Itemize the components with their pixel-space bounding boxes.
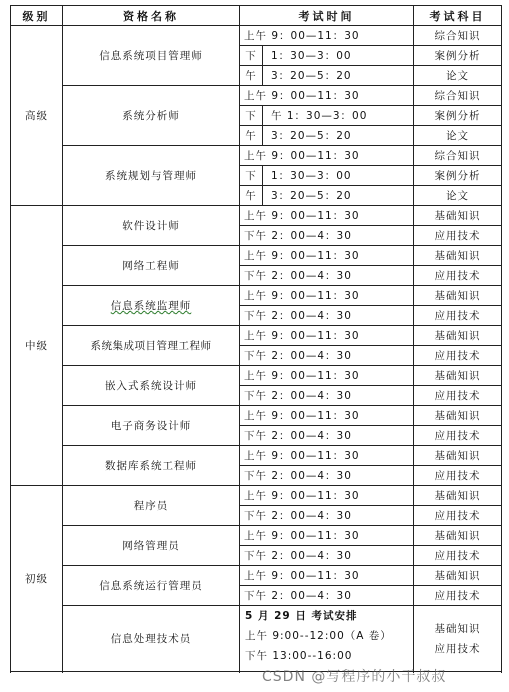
exam-time: 上午 9：00—11：30 [240,86,414,106]
exam-time: 下午 2：00—4：30 [240,426,414,446]
exam-time: 上午 9：00—11：30 [240,486,414,506]
qualification-name: 信息系统项目管理师 [63,26,240,86]
table-row [11,446,502,466]
exam-subject: 应用技术 [414,346,502,366]
exam-time: 上午 9：00—11：30 [240,146,414,166]
exam-subject: 应用技术 [414,226,502,246]
exam-time: 上午 9：00—11：30 [240,246,414,266]
exam-time: 上午 9：00—11：30 [240,286,414,306]
exam-time: 上午 9：00—11：30 [240,26,414,46]
exam-subject: 综合知识 [414,86,502,106]
exam-subject: 应用技术 [414,426,502,446]
exam-time [240,126,414,146]
qualification-name: 系统分析师 [63,86,240,146]
exam-time [240,186,414,206]
table-row [11,406,502,426]
exam-subject: 论文 [414,186,502,206]
exam-time: 下午 2：00—4：30 [240,346,414,366]
qualification-name: 电子商务设计师 [63,406,240,446]
qualification-name: 程序员 [63,486,240,526]
table-row [11,486,502,506]
qualification-name: 信息处理技术员 [63,606,240,672]
exam-time [240,166,414,186]
exam-time: 下午 2：00—4：30 [240,546,414,566]
exam-subject: 应用技术 [414,386,502,406]
exam-subject: 基础知识 [414,366,502,386]
exam-subject: 应用技术 [414,586,502,606]
header-row [11,6,502,26]
exam-subject: 应用技术 [414,306,502,326]
schedule-line: 上午 9:00--12:00（A 卷） [245,630,392,642]
subject-line: 应用技术 [434,642,481,655]
level-senior: 高级 [11,26,63,206]
subject-line: 基础知识 [434,622,481,635]
exam-subject: 基础知识 [414,286,502,306]
schedule-title: 5 月 29 日 考试安排 [245,610,358,622]
exam-subject: 应用技术 [414,466,502,486]
exam-subject: 论文 [414,66,502,86]
exam-subject [414,606,502,672]
exam-subject: 基础知识 [414,246,502,266]
exam-subject: 案例分析 [414,166,502,186]
exam-subject: 基础知识 [414,326,502,346]
time-range: 1：30—3：00 [271,170,352,182]
exam-subject: 基础知识 [414,566,502,586]
exam-time: 上午 9：00—11：30 [240,406,414,426]
special-schedule [240,606,414,672]
exam-subject: 基础知识 [414,526,502,546]
time-range: 3：20—5：20 [271,70,352,82]
exam-time: 上午 9：00—11：30 [240,566,414,586]
header-name: 资格名称 [63,6,240,26]
exam-subject: 案例分析 [414,106,502,126]
table-row [11,26,502,46]
exam-time [240,46,414,66]
table-row [11,206,502,226]
qualification-name: 嵌入式系统设计师 [63,366,240,406]
header-subject: 考试科目 [414,6,502,26]
qualification-name: 系统规划与管理师 [63,146,240,206]
exam-time: 上午 9：00—11：30 [240,526,414,546]
exam-schedule-table [10,5,502,672]
time-prefix: 午 [240,186,263,205]
table-row [11,566,502,586]
qualification-name-text: 信息系统监理师 [110,300,192,312]
exam-time: 上午 9：00—11：30 [240,366,414,386]
exam-time [240,106,414,126]
time-range: 1：30—3：00 [271,50,352,62]
table-row [11,366,502,386]
exam-time: 下午 2：00—4：30 [240,226,414,246]
table-row [11,286,502,306]
exam-subject: 应用技术 [414,506,502,526]
watermark: CSDN @写程序的小干叔叔 [262,669,447,685]
exam-subject: 案例分析 [414,46,502,66]
time-range: 3：20—5：20 [271,190,352,202]
table-row [11,246,502,266]
qualification-name: 系统集成项目管理工程师 [63,326,240,366]
exam-time: 上午 9：00—11：30 [240,446,414,466]
exam-time: 下午 2：00—4：30 [240,306,414,326]
exam-time [240,66,414,86]
exam-time: 下午 2：00—4：30 [240,266,414,286]
exam-subject: 基础知识 [414,446,502,466]
header-level: 级别 [11,6,63,26]
time-prefix: 午 [240,126,263,145]
table-row [11,526,502,546]
exam-time: 下午 2：00—4：30 [240,386,414,406]
header-time: 考试时间 [240,6,414,26]
time-prefix: 午 [240,66,263,85]
exam-subject: 应用技术 [414,546,502,566]
exam-subject: 基础知识 [414,486,502,506]
exam-time: 下午 2：00—4：30 [240,466,414,486]
qualification-name: 网络工程师 [63,246,240,286]
exam-subject: 综合知识 [414,146,502,166]
exam-subject: 论文 [414,126,502,146]
time-range: 午 1：30—3：00 [271,110,368,122]
schedule-line: 下午 13:00--16:00 [245,650,353,662]
time-prefix: 下 [240,46,263,65]
qualification-name: 软件设计师 [63,206,240,246]
time-prefix: 下 [240,106,263,125]
qualification-name: 信息系统运行管理员 [63,566,240,606]
exam-time: 下午 2：00—4：30 [240,586,414,606]
qualification-name: 数据库系统工程师 [63,446,240,486]
table-row [11,606,502,672]
level-middle: 中级 [11,206,63,486]
exam-subject: 基础知识 [414,206,502,226]
exam-subject: 应用技术 [414,266,502,286]
level-junior: 初级 [11,486,63,672]
exam-time: 下午 2：00—4：30 [240,506,414,526]
exam-time: 上午 9：00—11：30 [240,326,414,346]
table-row [11,146,502,166]
qualification-name: 网络管理员 [63,526,240,566]
exam-subject: 基础知识 [414,406,502,426]
exam-time: 上午 9：00—11：30 [240,206,414,226]
qualification-name [63,286,240,326]
time-range: 3：20—5：20 [271,130,352,142]
table-row [11,326,502,346]
time-prefix: 下 [240,166,263,185]
exam-subject: 综合知识 [414,26,502,46]
table-row [11,86,502,106]
